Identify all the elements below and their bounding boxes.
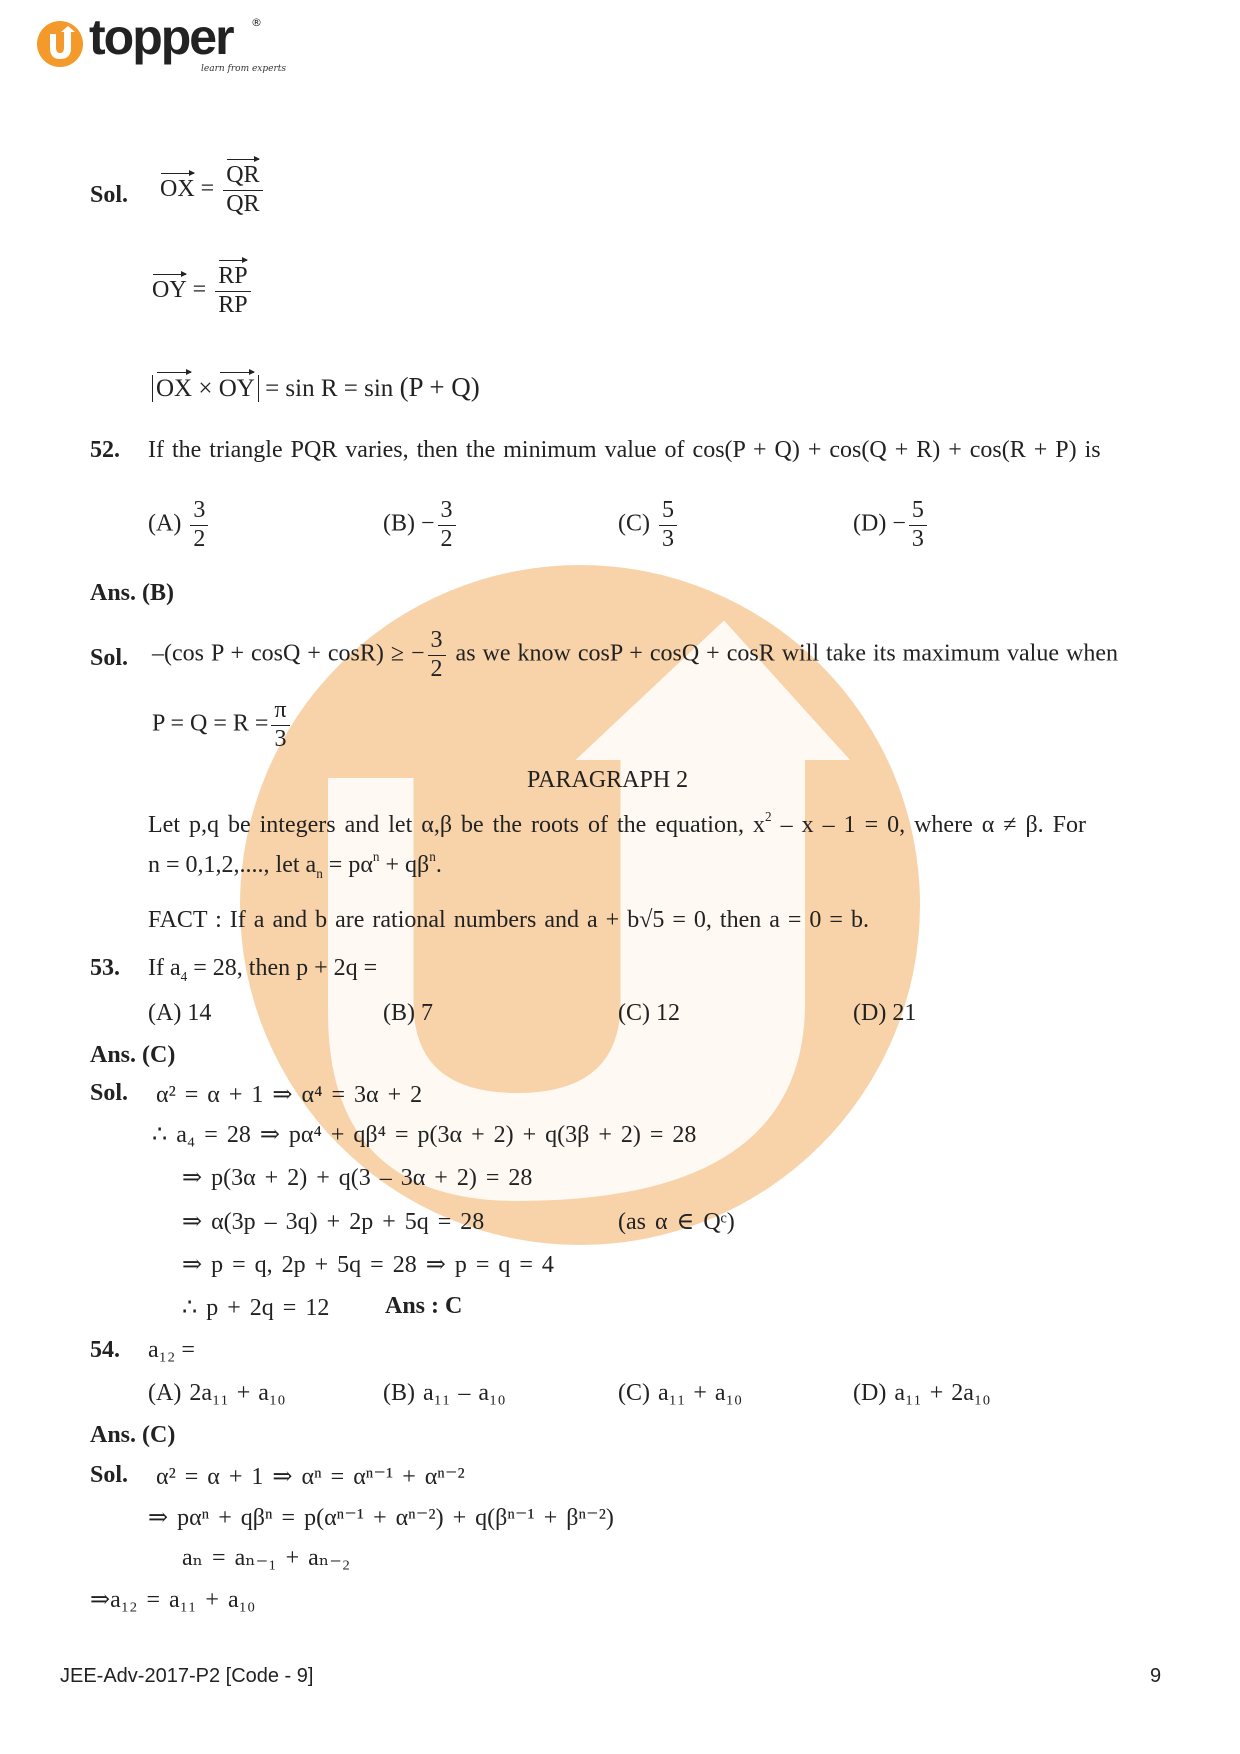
question-number-53: 53. (90, 955, 120, 981)
q53-option-a: (A) 14 (148, 1000, 212, 1026)
fraction-qr (223, 162, 262, 218)
q53-sol-label: Sol. (90, 1080, 129, 1106)
q53-sol-line: α² = α + 1 ⇒ α⁴ = 3α + 2 (156, 1082, 423, 1108)
q52-sol-line2: P = Q = R = $\frac{\pi}{3}$ (152, 697, 293, 753)
q53-sol-note: (as α ∈ Qᶜ) (618, 1209, 735, 1235)
cross-product-magnitude: OX × OY (152, 375, 259, 402)
question-54-text: a₁₂ = (148, 1337, 195, 1363)
q54-option-a: (A) 2a₁₁ + a₁₀ (148, 1380, 286, 1406)
footer-code: JEE-Adv-2017-P2 [Code - 9] (60, 1665, 314, 1687)
cross-product-paren: (P + Q) (399, 372, 480, 402)
vector-rp: RP (218, 263, 248, 289)
fraction-rp (215, 263, 250, 319)
question-52-text: If the triangle PQR varies, then the minimum value of cos(P + Q) + cos(Q + R) + cos(R + P) is (148, 437, 1101, 463)
question-53-text: If $a_4 = 28$, then p + 2q = (148, 955, 378, 984)
q53-sol-line: ∴ p + 2q = 12 (182, 1295, 330, 1321)
sol-label: Sol. (90, 182, 129, 208)
sol-cross-line (152, 372, 480, 403)
q54-option-d: (D) a₁₁ + 2a₁₀ (853, 1380, 991, 1406)
vector-oy: OY (152, 276, 187, 303)
cross-product-rhs: = sin R = sin (265, 375, 394, 402)
logo-wordmark: topper (89, 9, 233, 65)
q54-sol-line: α² = α + 1 ⇒ αⁿ = αⁿ⁻¹ + αⁿ⁻² (156, 1464, 465, 1490)
paragraph-heading: PARAGRAPH 2 (527, 767, 689, 793)
q54-sol-line: ⇒a₁₂ = a₁₁ + a₁₀ (90, 1587, 256, 1613)
q54-option-c: (C) a₁₁ + a₁₀ (618, 1380, 743, 1406)
registered-mark: ® (251, 16, 262, 29)
equals-sign: = (192, 276, 213, 303)
question-number-52: 52. (90, 437, 120, 463)
q53-sol-answer: Ans : C (385, 1293, 463, 1319)
paragraph-line2: n = 0,1,2,...., let $a_n = p\alpha^n + q\beta^n$. (148, 848, 442, 881)
equals-sign: = (200, 175, 221, 202)
q53-sol-line: ⇒ p = q, 2p + 5q = 28 ⇒ p = q = 4 (182, 1252, 554, 1278)
sol-oy-line (152, 263, 254, 319)
q53-sol-line: ∴ a₄ = 28 ⇒ pα⁴ + qβ⁴ = p(3α + 2) + q(3β + 2) = 28 (152, 1122, 697, 1148)
header-logo (36, 9, 287, 74)
q52-sol-label: Sol. (90, 645, 129, 671)
q52-option-c: (C) $\frac{5}{3}$ (618, 497, 680, 553)
magnitude-qr: QR (226, 190, 260, 217)
q52-option-b: (B) − $\frac{3}{2}$ (383, 497, 459, 553)
q52-option-d: (D) − $\frac{5}{3}$ (853, 497, 930, 553)
q54-answer: Ans. (C) (90, 1422, 176, 1448)
q53-answer: Ans. (C) (90, 1042, 176, 1068)
question-number-54: 54. (90, 1337, 120, 1363)
q53-sol-line: ⇒ α(3p – 3q) + 2p + 5q = 28 (182, 1209, 485, 1235)
page-number: 9 (1150, 1665, 1162, 1687)
sol-ox-line (160, 162, 266, 218)
paragraph-line1: Let p,q be integers and let α,β be the roots of the equation, $x^2 - x - 1 = 0$, where α ≠ β. For (148, 808, 1087, 838)
paragraph-fact: FACT : If a and b are rational numbers and a + b√5 = 0, then a = 0 = b. (148, 907, 869, 933)
q53-option-c: (C) 12 (618, 1000, 680, 1026)
logo-u-icon (36, 20, 84, 68)
q53-option-b: (B) 7 (383, 1000, 433, 1026)
q52-answer: Ans. (B) (90, 580, 175, 606)
vector-ox: OX (160, 175, 195, 202)
vector-qr: QR (226, 162, 260, 188)
q54-sol-label: Sol. (90, 1462, 129, 1488)
q53-sol-line: ⇒ p(3α + 2) + q(3 – 3α + 2) = 28 (182, 1165, 533, 1191)
q54-sol-line: ⇒ pαⁿ + qβⁿ = p(αⁿ⁻¹ + αⁿ⁻²) + q(βⁿ⁻¹ + βⁿ⁻²) (148, 1505, 614, 1531)
q53-option-d: (D) 21 (853, 1000, 917, 1026)
q54-sol-line: aₙ = aₙ₋₁ + aₙ₋₂ (182, 1545, 351, 1571)
q52-sol-line1: –(cos P + cosQ + cosR) ≥ − $\frac{3}{2}$ as we know cosP + cosQ + cosR will take its maximum value when (152, 627, 1118, 682)
q54-option-b: (B) a₁₁ – a₁₀ (383, 1380, 506, 1406)
logo-tagline: learn from experts (201, 64, 287, 74)
magnitude-rp: RP (218, 291, 248, 318)
q52-option-a: (A) $\frac{3}{2}$ (148, 497, 211, 553)
